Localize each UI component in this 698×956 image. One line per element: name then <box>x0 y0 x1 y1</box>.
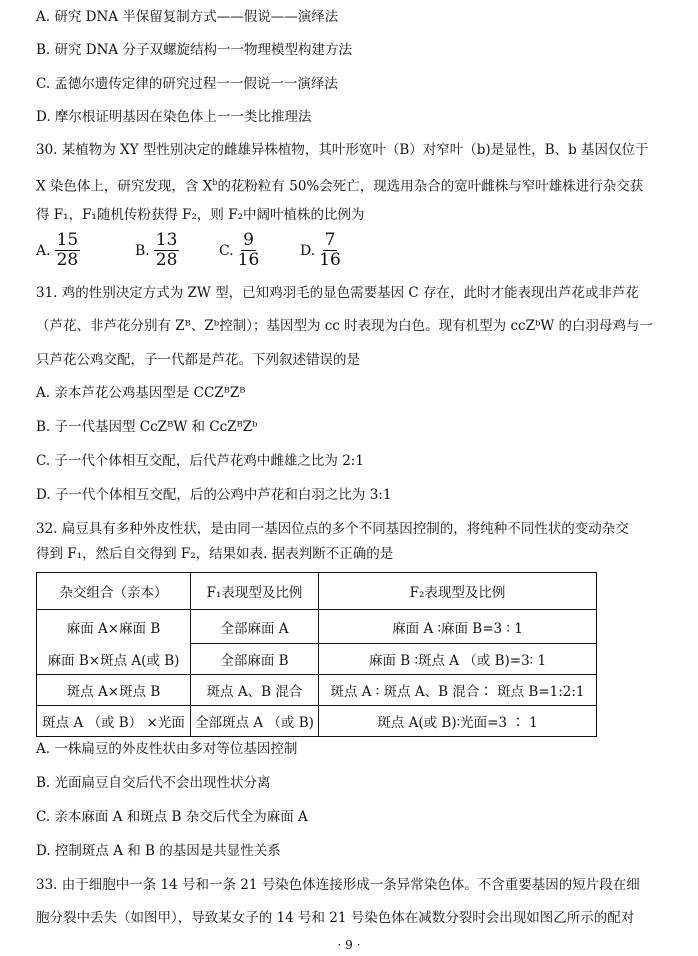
q32-option-b: B. 光面扁豆自交后代不会出现性状分离 <box>36 775 271 791</box>
q31-option-c: C. 子一代个体相互交配，后代芦花鸡中雌雄之比为 2:1 <box>36 453 364 469</box>
table-cell: 全部斑点 A （或 B) <box>191 706 319 737</box>
q29-option-c: C. 孟德尔遗传定律的研究过程一一假说一一演绎法 <box>36 76 338 92</box>
table-cell: 麻面 A ∶麻面 B=3 ∶ 1 <box>319 610 597 644</box>
table-cell: 斑点 A(或 B)∶光面=3 ∶ 1 <box>319 706 597 737</box>
option-label: A. <box>36 242 51 259</box>
table-row <box>37 610 597 644</box>
table-cell: 斑点 A ∶ 斑点 A、B 混合∶ 斑点 B=1:2:1 <box>319 675 597 706</box>
q31-stem-line1: 31. 鸡的性别决定方式为 ZW 型，已知鸡羽毛的显色需要基因 C 存在，此时才能表现出芦花或非芦花 <box>36 285 640 301</box>
table-row <box>37 644 597 675</box>
table-cell: 全部麻面 B <box>191 644 319 675</box>
q33-stem-line1: 33. 由于细胞中一条 14 号和一条 21 号染色体连接形成一条异常染色体。不含重要基因的短片段在细 <box>36 877 640 893</box>
q31-option-a: A. 亲本芦花公鸡基因型是 CCZᴮZᴮ <box>36 385 246 401</box>
q30-option-b <box>135 231 179 270</box>
q32-option-c: C. 亲本麻面 A 和斑点 B 杂交后代全为麻面 A <box>36 809 308 825</box>
table-cell: 麻面 A×麻面 B <box>37 610 191 644</box>
q30-option-c <box>219 231 259 270</box>
option-label: C. <box>219 242 234 259</box>
table-cell: 麻面 B ∶斑点 A （或 B)=3∶ 1 <box>319 644 597 675</box>
q30-text: 的花粉粒有 50%会死亡，现选用杂合的宽叶雌株与窄叶雄株进行杂交获 <box>217 178 644 195</box>
table-cell: 斑点 A×斑点 B <box>37 675 191 706</box>
q30-option-a <box>36 231 80 270</box>
q30-text: X 染色体上，研究发现，含 X <box>36 178 213 195</box>
q30-stem-line3: 得 F₁，F₁随机传粉获得 F₂，则 F₂中阔叶植株的比例为 <box>36 207 365 223</box>
q32-stem-line1: 32. 扁豆具有多种外皮性状，是由同一基因位点的多个不同基因控制的，将纯种不同性状的变动杂交 <box>36 521 629 537</box>
q32-table <box>36 572 597 737</box>
q29-option-b: B. 研究 DNA 分子双螺旋结构一一物理模型构建方法 <box>36 42 352 58</box>
table-header: 杂交组合（亲本） <box>37 573 191 610</box>
numerator: 9 <box>243 230 254 250</box>
q30-sup: b <box>212 178 218 187</box>
q31-stem-line2: （芦花、非芦花分别有 Zᴮ、Zᵇ控制）；基因型为 cc 时表现为白色。现有机型为 ccZᵇW 的白羽母鸡与一 <box>36 318 654 334</box>
denominator: 16 <box>237 250 260 270</box>
table-header: F₁表现型及比例 <box>191 573 319 610</box>
denominator: 28 <box>56 250 79 270</box>
q30-stem-line2 <box>36 174 643 196</box>
table-cell: 斑点 A （或 B） ×光面 <box>37 706 191 737</box>
q29-option-a: A. 研究 DNA 半保留复制方式——假说——演绎法 <box>36 9 339 25</box>
option-label: D. <box>300 242 316 259</box>
q33-stem-line2: 胞分裂中丢失（如图甲），导致某女子的 14 号和 21 号染色体在减数分裂时会出现如图乙所示的配对 <box>36 910 635 926</box>
table-cell: 斑点 A、B 混合 <box>191 675 319 706</box>
q30-stem-line1: 30. 某植物为 XY 型性别决定的雌雄异株植物，其叶形宽叶（B）对窄叶（b)是显性，B、b 基因仅位于 <box>36 142 649 158</box>
q32-option-a: A. 一株扁豆的外皮性状由多对等位基因控制 <box>36 741 298 757</box>
numerator: 7 <box>324 230 336 250</box>
q32-option-d: D. 控制斑点 A 和 B 的基因是共显性关系 <box>36 843 281 859</box>
q31-stem-line3: 只芦花公鸡交配，子一代都是芦花。下列叙述错误的是 <box>36 352 360 368</box>
q29-option-d: D. 摩尔根证明基因在染色体上一一类比推理法 <box>36 109 312 125</box>
q32-stem-line2: 得到 F₁，然后自交得到 F₂，结果如表. 据表判断不正确的是 <box>36 546 394 562</box>
table-row <box>37 706 597 737</box>
q30-option-d <box>300 231 341 270</box>
numerator: 15 <box>56 230 79 250</box>
table-header-row <box>37 573 597 610</box>
table-cell: 麻面 B×斑点 A(或 B) <box>37 644 191 675</box>
denominator: 16 <box>319 250 341 270</box>
q31-option-b: B. 子一代基因型 CcZᴮW 和 CcZᴮZᵇ <box>36 419 258 435</box>
numerator: 13 <box>155 230 178 250</box>
option-label: B. <box>135 242 150 259</box>
table-header: F₂表现型及比例 <box>319 573 597 610</box>
table-cell: 全部麻面 A <box>191 610 319 644</box>
denominator: 28 <box>155 250 178 270</box>
q31-option-d: D. 子一代个体相互交配，后的公鸡中芦花和白羽之比为 3:1 <box>36 487 392 503</box>
table-row <box>37 675 597 706</box>
page-number: · 9 · <box>337 938 361 952</box>
